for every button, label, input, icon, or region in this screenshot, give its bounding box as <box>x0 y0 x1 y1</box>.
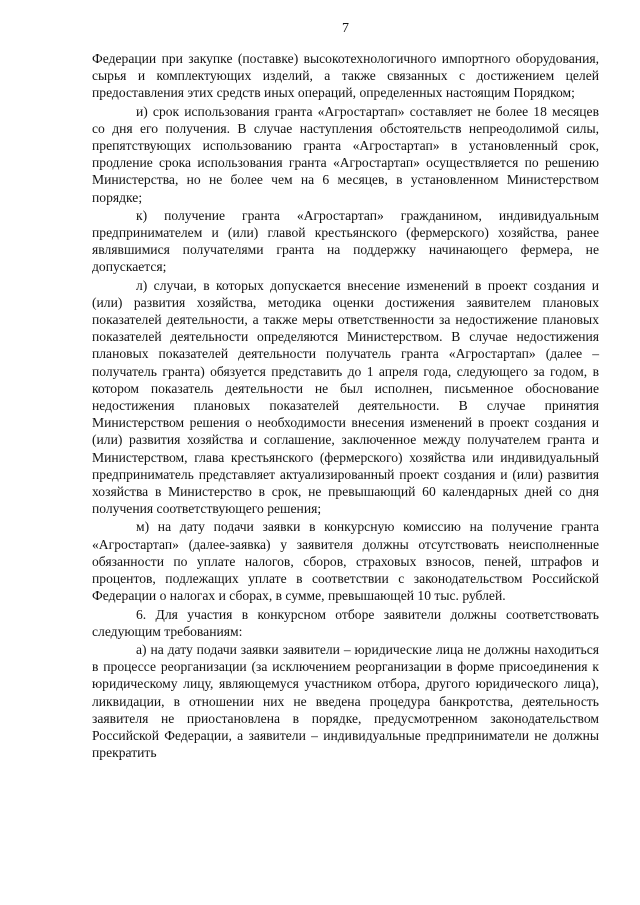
paragraph-continuation: Федерации при закупке (поставке) высокотехнологичного импортного оборудования, сырья и комплектующих изделий, а также связанных с достижением целей предоставления этих средств иных операций, определенных настоящим Порядком; <box>92 51 599 101</box>
paragraph-item-m: м) на дату подачи заявки в конкурсную комиссию на получение гранта «Агростартап» (далее-заявка) у заявителя должны отсутствовать неисполненные обязанности по уплате налогов, сборов, страховых взносов, пеней, штрафов и процентов, подлежащих уплате в соответствии с законодательством Российской Федерации о налогах и сборах, в сумме, превышающей 10 тыс. рублей. <box>92 519 599 604</box>
document-page <box>92 20 599 761</box>
page-number: 7 <box>342 21 349 36</box>
paragraph-item-k: к) получение гранта «Агростартап» гражданином, индивидуальным предпринимателем и (или) главой крестьянского (фермерского) хозяйства, ранее являвшимися получателями гранта на поддержку начинающего фермера, не допускается; <box>92 207 599 275</box>
paragraph-item-i: и) срок использования гранта «Агростартап» составляет не более 18 месяцев со дня его получения. В случае наступления обстоятельств непреодолимой силы, препятствующих использованию гранта «Агростартап» в установленный срок, продление срока использования гранта «Агростартап» осуществляется по решению Министерства, но не более чем на 6 месяцев, в установленном Министерством порядке; <box>92 103 599 205</box>
paragraph-item-l: л) случаи, в которых допускается внесение изменений в проект создания и (или) развития хозяйства, методика оценки достижения заявителем плановых показателей деятельности, а также меры ответственности за недостижение плановых показателей деятельности определяются Министерством. В случае недостижения плановых показателей деятельности получатель гранта «Агростартап» (далее – получатель гранта) обязуется представить до 1 апреля года, следующего за годом, в котором показатель деятельности не был исполнен, письменное обоснование недостижения плановых показателей деятельности. В случае принятия Министерством решения о необходимости внесения изменений в проект создания и (или) развития хозяйства и соглашение, заключенное между получателем гранта и Министерством, глава крестьянского (фермерского) хозяйства или индивидуальный предприниматель представляет актуализированный проект создания и (или) развития хозяйства в Министерство в срок, не превышающий 60 календарных дней со дня получения соответствующего решения; <box>92 277 599 517</box>
paragraph-item-a: а) на дату подачи заявки заявители – юридические лица не должны находиться в процессе реорганизации (за исключением реорганизации в форме присоединения к юридическому лицу, являющемуся участником отбора, другого юридического лица), ликвидации, в отношении них не введена процедура банкротства, деятельность заявителя не приостановлена в порядке, предусмотренном законодательством Российской Федерации, а заявители – индивидуальные предприниматели не должны прекратить <box>92 641 599 761</box>
paragraph-section-6: 6. Для участия в конкурсном отборе заявители должны соответствовать следующим требованиям: <box>92 606 599 639</box>
